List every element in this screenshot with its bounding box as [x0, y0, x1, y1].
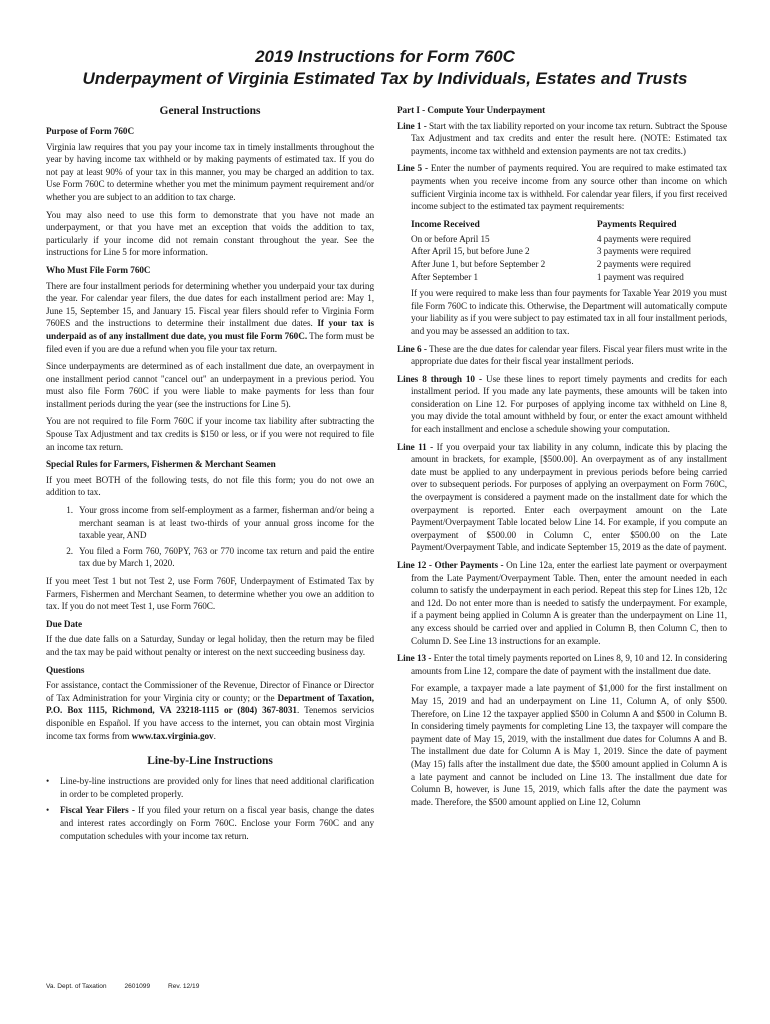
line-text: Start with the tax liability reported on your income tax return. Subtract the Spouse Tax Adjustment and tax credits and enter the result here. (NOTE: Estimated tax payments, income tax withheld and extension payments are not tax credits.) [411, 120, 727, 156]
income-cell: After April 15, but before June 2 [411, 246, 530, 257]
left-column [46, 104, 374, 846]
purpose-paragraph-2: You may also need to use this form to demonstrate that you have not made an underpayment, or that you have met an exception that voids the addition to tax, particularly if your income did not remain constant throughout the year. See the instructions for Line 5 for more information. [46, 209, 374, 258]
line-1-instruction [397, 120, 727, 158]
line-text: On Line 12a, enter the earliest late payment or overpayment from the Late Payment/Overpayment Table. Then, enter the amount needed in each column to satisfy the underpayment in each period. Repeat this step for Lines 12b, 12c and 12d. Do not enter more than is needed to satisfy the underpayment. For example, if a payment being applied in Column A is greater than the underpayment on Line 11, any excess should be carried over and applied in Column B, then Column C, then to Column D. See Line 13 instructions for an example. [411, 560, 727, 646]
who-text-bold: If your tax is underpaid as of any installment due date, you must file Form 760C. [46, 318, 374, 341]
fiscal-year-text: If you filed your return on a fiscal year basis, change the dates and interest rates accordingly on Form 760C. Enclose your Form 760C and any computation schedules with your income tax return. [60, 805, 374, 841]
table-row [411, 271, 727, 284]
line-11-instruction [397, 441, 727, 554]
who-text-c: The form must be filed even if you are due a refund when you file your tax return. [46, 330, 374, 354]
bullet-icon: • [46, 805, 50, 816]
column-header-income: Income Received [411, 218, 480, 230]
line-by-line-heading: Line-by-Line Instructions [147, 755, 273, 768]
general-instructions-heading: General Instructions [159, 105, 261, 117]
list-item-text: Your gross income from self-employment as a farmer, fisherman and/or being a merchant seaman is at least two-thirds of your annual gross income for the taxable year, AND [79, 505, 374, 541]
lines-8-10-instruction [397, 373, 727, 436]
payments-cell: 4 payments were required [596, 233, 691, 244]
bullet-text [60, 804, 374, 842]
special-rules-paragraph-2: If you meet Test 1 but not Test 2, use Form 760F, Underpayment of Estimated Tax by Farmers, Fishermen and Merchant Seamen, to determine whether you owe an addition to tax. If you do not meet Test 1, use Form 760C. [46, 576, 374, 612]
income-cell: After June 1, but before September 2 [411, 258, 546, 269]
who-must-file-paragraph-1 [46, 280, 374, 356]
special-rules-heading: Special Rules for Farmers, Fishermen & Merchant Seamen [46, 459, 276, 470]
list-item-number: 1. [66, 505, 73, 516]
table-row [411, 258, 727, 271]
page-footer [46, 983, 215, 990]
line-5-followup: If you were required to make less than four payments for Taxable Year 2019 you must file Form 760C to indicate this. Otherwise, the Department will automatically compute your liability as if you were subject to pay estimated tax in all four installment periods, and you may be assessed an addition to tax. [411, 288, 727, 336]
right-column [397, 104, 727, 813]
questions-text-a: For assistance, contact the Commissioner of the Revenue, Director of Finance or Director of Tax Administration for your Virginia city or county; or the [46, 680, 374, 703]
form-title: 2019 Instructions for Form 760C [255, 47, 515, 66]
bullet-item [46, 775, 374, 800]
bullet-text: Line-by-line instructions are provided only for lines that need additional clarification in order to be completed properly. [60, 776, 374, 799]
income-cell: On or before April 15 [411, 233, 490, 244]
column-header-payments: Payments Required [596, 218, 677, 230]
line-label: Line 1 - [397, 120, 427, 131]
line-6-instruction [397, 343, 727, 368]
list-item-text: You filed a Form 760, 760PY, 763 or 770 income tax return and paid the entire tax due by March 1, 2020. [79, 545, 374, 569]
part1-heading: Part I - Compute Your Underpayment [397, 105, 546, 115]
line-13-instruction [397, 652, 727, 677]
questions-text-e: . [213, 730, 216, 741]
list-item [46, 504, 374, 542]
special-rules-list [46, 504, 374, 570]
questions-heading: Questions [46, 664, 85, 675]
list-item [46, 545, 374, 570]
income-cell: After September 1 [411, 271, 479, 282]
line-label: Line 11 - [397, 441, 434, 452]
line-label: Lines 8 through 10 - [397, 373, 482, 384]
website-link[interactable]: www.tax.virginia.gov [131, 730, 214, 741]
line-text: Enter the number of payments required. You are required to make estimated tax payments when you receive income from any source other than income on which sufficient Virginia income tax is withheld. For calendar year filers, if you first received income subject to the estimated tax payment requirements: [411, 163, 727, 212]
footer-department: Va. Dept. of Taxation [46, 983, 107, 990]
list-item-number: 2. [66, 545, 73, 556]
line-12-instruction [397, 559, 727, 647]
table-row [411, 233, 727, 246]
purpose-paragraph-1: Virginia law requires that you pay your income tax in timely installments throughout the year by having income tax withheld or by making payments of estimated tax. If you do not pay at least 90% of your tax in this manner, you may be charged an addition to tax. Use Form 760C to determine whether you met the minimum payment requirement and/or whether you are subject to an addition to tax charge. [46, 141, 374, 202]
who-must-file-paragraph-3: You are not required to file Form 760C if your income tax liability after subtracting the Spouse Tax Adjustment and tax credits is $150 or less, or if you were not required to file an income tax return. [46, 416, 374, 452]
table-row [411, 245, 727, 258]
line-text: Enter the total timely payments reported on Lines 8, 9, 10 and 12. In considering amounts from Line 12, compare the date of payment with the installment due date. [411, 653, 727, 676]
line-13-example: For example, a taxpayer made a late payment of $1,000 for the first installment on May 15, 2019 and had an underpayment on Line 11, Column A, of only $500. Therefore, on Line 12 the taxpayer applied $500 in Column A and $500 in Column B. In considering timely payments for completing Line 13, the taxpayer will compare the payment date of May 15, 2019, with the installment due dates for Columns A and B. The installment due date for Column A is May 1, 2019. Since the date of payment (May 15) falls after the installment due date, the $500 amount applied in Column A is a late payment and cannot be included on Line 13. The installment due date for Column B, however, is June 15, 2019, which falls after the date the payment was made. Therefore, the $500 amount applied on Line 12, Column [411, 683, 727, 807]
line-label: Line 12 - Other Payments - [397, 560, 504, 570]
bullet-item [46, 804, 374, 842]
who-must-file-heading: Who Must File Form 760C [46, 264, 151, 275]
line-5-instruction [397, 162, 727, 212]
fiscal-year-label: Fiscal Year Filers - [60, 805, 135, 816]
line-text: These are the due dates for calendar year filers. Fiscal year filers must write in the appropriate due dates for their fiscal year installment periods. [411, 343, 727, 367]
line-label: Line 13 - [397, 653, 432, 664]
line-label: Line 5 - [397, 163, 428, 174]
due-date-heading: Due Date [46, 618, 83, 629]
payments-cell: 2 payments were required [596, 258, 691, 269]
footer-revision: Rev. 12/19 [167, 983, 200, 990]
due-date-paragraph: If the due date falls on a Saturday, Sunday or legal holiday, then the return may be filed and the tax may be paid without penalty or interest on the next succeeding business day. [46, 634, 374, 657]
questions-text-c: . Tenemos servicios disponible en Español. If you have access to the internet, you can obtain most Virginia income tax forms from [46, 705, 375, 741]
who-text-a: There are four installment periods for determining whether you underpaid your tax during the year. For calendar year filers, the due dates for each installment period are: May 1, June 15, September 15, and January 15. Fiscal year filers should refer to Virginia Form 760ES and the instructions to determine their installment due dates. [46, 280, 374, 329]
department-contact: Department of Taxation, P.O. Box 1115, Richmond, VA 23218-1115 or (804) 367-8031 [46, 692, 374, 716]
footer-form-code: 2601099 [124, 983, 151, 990]
purpose-heading: Purpose of Form 760C [46, 126, 135, 136]
special-rules-paragraph-1: If you meet BOTH of the following tests, do not file this form; you do not owe an addition to tax. [46, 474, 374, 498]
payments-required-table [411, 218, 727, 283]
bullet-icon: • [46, 776, 50, 787]
line-text: If you overpaid your tax liability in any column, indicate this by placing the amount in brackets, for example, [$500.00]. An overpayment as of any installment date must be applied to any underpayment in previous periods before being carried over to subsequent periods. For purposes of applying an overpayment on Form 760C, the overpayment is considered a payment made on the installment date for which the overpayment is reported. Enter each overpayment amount on the Late Payment/Overpayment Table located below Line 14. For example, if you compute an overpayment of $500.00 in Column C, enter $500.00 on the Late Payment/Overpayment Table, and indicate September 15, 2019 as the date of payment. [411, 441, 727, 553]
who-must-file-paragraph-2: Since underpayments are determined as of each installment due date, an overpayment in one installment period cannot "cancel out" an underpayment in a previous period. You must also file Form 760C if you were liable to make payments for less than four installment periods during the year (see the instructions for Line 5). [46, 361, 374, 409]
payments-cell: 3 payments were required [596, 246, 691, 257]
line-text: Use these lines to report timely payments and credits for each installment period. If you made any late payments, these amounts will be taken into consideration on Line 12. For purposes of applying income tax withheld on Line 8, you may divide the total amount withheld by four, or enter the exact amount withheld for each installment and enclose a schedule showing your computation. [411, 373, 727, 435]
form-subtitle: Underpayment of Virginia Estimated Tax by Individuals, Estates and Trusts [82, 69, 688, 88]
table-header-row [411, 218, 727, 233]
questions-paragraph [46, 679, 374, 742]
payments-cell: 1 payment was required [596, 271, 684, 282]
line-label: Line 6 - [397, 343, 427, 354]
